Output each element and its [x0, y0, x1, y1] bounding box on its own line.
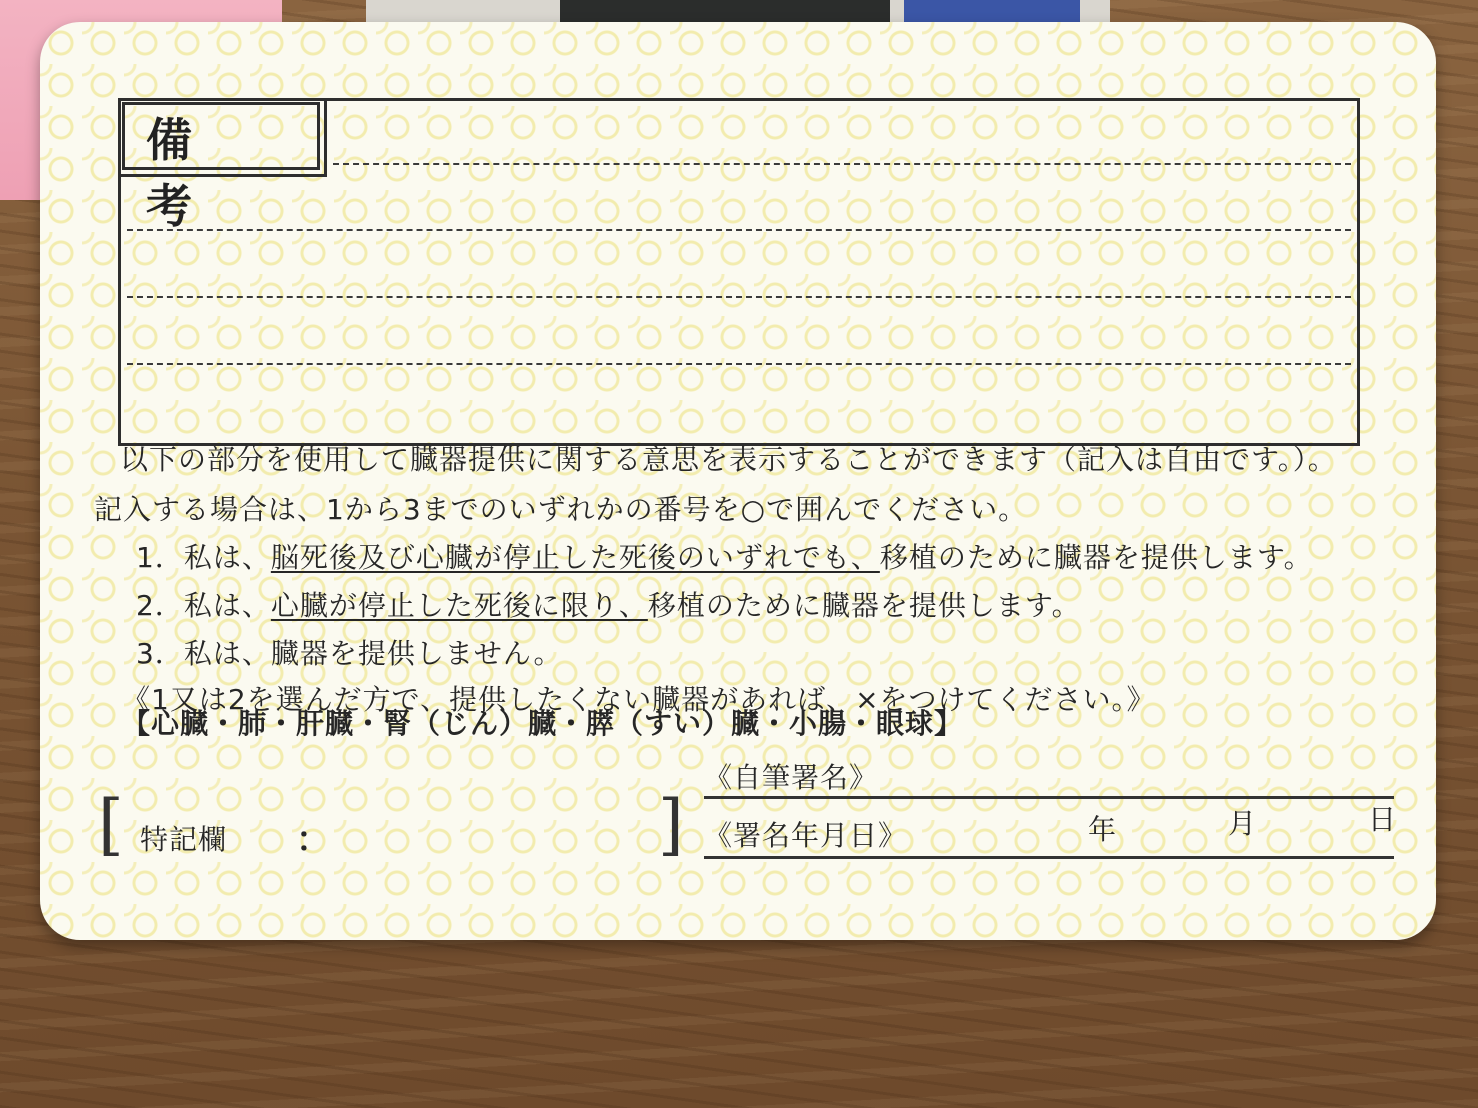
sign-date-line — [704, 856, 1394, 859]
option-2-prefix: 私は、 — [183, 589, 271, 622]
signature-label: 《自筆署名》 — [704, 761, 879, 794]
sign-date-month: 月 — [1228, 807, 1258, 840]
option-3-statement: 臓器を提供しません。 — [270, 637, 563, 670]
option-3-number: 3． — [136, 637, 184, 670]
sign-date-label: 《署名年月日》 — [704, 819, 908, 852]
special-colon: ： — [296, 820, 331, 860]
option-1 — [136, 536, 1313, 576]
special-bracket-close: ] — [658, 786, 684, 863]
option-1-prefix: 私は、 — [183, 541, 271, 574]
special-bracket-open: [ — [98, 786, 124, 863]
remarks-line-2 — [127, 229, 1351, 231]
option-1-statement: 移植のために臓器を提供します。 — [879, 541, 1313, 574]
option-2 — [136, 584, 1081, 624]
intro-line-2: 記入する場合は、1から3までのいずれかの番号を○で囲んでください。 — [94, 493, 1028, 526]
option-3 — [136, 632, 563, 672]
option-1-number: 1． — [136, 541, 184, 574]
option-2-condition: 心臓が停止した死後に限り、 — [270, 589, 648, 622]
sign-date-day: 日 — [1368, 803, 1398, 836]
remarks-header — [118, 98, 327, 233]
signature-line — [704, 796, 1394, 799]
remarks-line-1 — [333, 163, 1351, 165]
special-label: 特記欄 — [140, 823, 228, 856]
remarks-line-4 — [127, 363, 1351, 365]
organ-list: 【心臓・肺・肝臓・腎（じん）臓・膵（すい）臓・小腸・眼球】 — [122, 707, 964, 740]
license-card-back — [40, 22, 1436, 940]
remarks-title: 備 考 — [146, 113, 220, 233]
intro-line-1: 以下の部分を使用して臓器提供に関する意思を表示することができます（記入は自由です。）。 — [120, 443, 1337, 476]
exclude-note: 《1又は2を選んだ方で、提供したくない臓器があれば、×をつけてください。》 — [122, 683, 1156, 716]
option-2-number: 2． — [136, 589, 184, 622]
option-2-statement: 移植のために臓器を提供します。 — [647, 589, 1081, 622]
option-3-prefix: 私は、 — [183, 637, 271, 670]
remarks-line-3 — [127, 296, 1351, 298]
background-device-screen — [560, 0, 890, 24]
sign-date-year: 年 — [1088, 813, 1118, 846]
remarks-box — [118, 98, 1360, 446]
option-1-condition: 脳死後及び心臓が停止した死後のいずれでも、 — [270, 541, 880, 574]
